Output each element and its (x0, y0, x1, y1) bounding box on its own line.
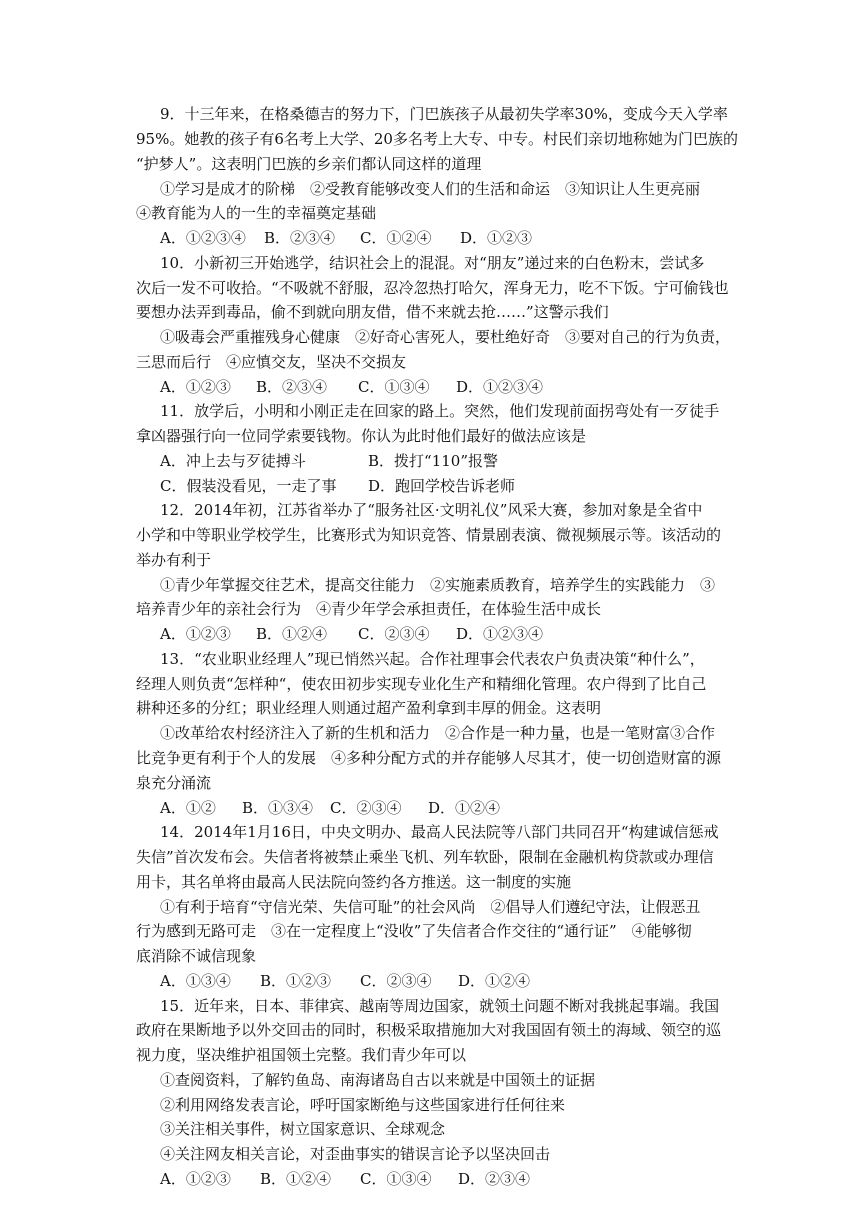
q9-option-a: A．①②③④ (160, 229, 246, 247)
q15-stem-line-1: 15．近年来，日本、菲律宾、越南等周边国家，就领土问题不断对我挑起事端。我国 (160, 997, 720, 1015)
q11-options-row-1 (160, 450, 498, 472)
q15-item-1: ①查阅资料，了解钓鱼岛、南海诸岛自古以来就是中国领土的证据 (160, 1071, 596, 1089)
q12-stem-line-2: 小学和中等职业学校学生，比赛形式为知识竞答、情景剧表演、微视频展示等。该活动的 (136, 526, 722, 544)
q11-options-row-2 (160, 475, 515, 497)
q14-item-line-1: ①有利于培育“守信光荣、失信可耻”的社会风尚 ②倡导人们遵纪守法，让假恶丑 (160, 898, 701, 916)
q12-option-c: C．②③④ (358, 625, 430, 643)
q13-stem-line-2: 经理人则负责“怎样种“，使农田初步实现专业化生产和精细化管理。农户得到了比自己 (136, 675, 707, 693)
q10-item-line-2: 三思而后行 ④应慎交友，坚决不交损友 (136, 353, 407, 371)
q9-options (160, 227, 532, 249)
q13-item-line-1: ①改革给农村经济注入了新的生机和活力 ②合作是一种力量，也是一笔财富③合作 (160, 724, 716, 742)
q12-option-a: A．①②③ (160, 625, 231, 643)
q11-option-a: A．冲上去与歹徒搏斗 (160, 452, 306, 470)
q13-option-b: B．①③④ (242, 799, 314, 817)
q15-option-a: A．①②③ (160, 1170, 231, 1188)
q14-option-b: B．①②③ (260, 972, 332, 990)
q11-stem-line-2: 拿凶器强行向一位同学索要钱物。你认为此时他们最好的做法应该是 (136, 427, 587, 445)
q14-item-line-2: 行为感到无路可走 ③在一定程度上“没收”了失信者合作交往的“通行证” ④能够彻 (136, 922, 692, 940)
q15-stem-line-2: 政府在果断地予以外交回击的同时，积极采取措施加大对我国固有领土的海域、领空的巡 (136, 1021, 722, 1039)
q9-stem-line-2: 95%。她教的孩子有6名考上大学、20多名考上大专、中专。村民们亲切地称她为门巴族的 (136, 130, 738, 148)
q11-option-b: B．拨打“110”报警 (368, 452, 498, 470)
q14-options (160, 970, 530, 992)
q12-stem-line-3: 举办有利于 (136, 551, 212, 569)
q12-stem-line-1: 12．2014年初，江苏省举办了“服务社区·文明礼仪”风采大赛，参加对象是全省中 (160, 501, 703, 519)
q14-option-d: D．①②④ (458, 972, 531, 990)
q13-stem-line-1: 13．“农业职业经理人”现已悄然兴起。合作社理事会代表农户负责决策“种什么”， (160, 650, 705, 668)
q10-option-b: B．②③④ (256, 378, 328, 396)
q15-option-d: D．②③④ (458, 1170, 531, 1188)
q10-stem-line-2: 次后一发不可收拾。“不吸就不舒服，忍冷忽热打哈欠，浑身无力，吃不下饭。宁可偷钱也 (136, 279, 729, 297)
q15-item-2: ②利用网络发表言论，呼吁国家断绝与这些国家进行任何往来 (160, 1096, 566, 1114)
q13-option-d: D．①②④ (428, 799, 501, 817)
q11-option-c: C．假装没看见，一走了事 (160, 477, 337, 495)
q9-item-line-2: ④教育能为人的一生的幸福奠定基础 (136, 204, 377, 222)
q9-item-line-1: ①学习是成才的阶梯 ②受教育能够改变人们的生活和命运 ③知识让人生更亮丽 (160, 180, 701, 198)
q9-stem-line-1: 9．十三年来，在格桑德吉的努力下，门巴族孩子从最初失学率30%，变成今天入学率 (160, 105, 728, 123)
q15-item-4: ④关注网友相关言论，对歪曲事实的错误言论予以坚决回击 (160, 1145, 551, 1163)
q10-option-a: A．①②③ (160, 378, 231, 396)
q13-option-c: C．②③④ (330, 799, 402, 817)
q13-item-line-2: 比竞争更有利于个人的发展 ④多种分配方式的并存能够人尽其才，使一切创造财富的源 (136, 749, 722, 767)
q9-option-c: C．①②④ (360, 229, 432, 247)
q12-item-line-1: ①青少年掌握交往艺术，提高交往能力 ②实施素质教育，培养学生的实践能力 ③ (160, 576, 716, 594)
q10-stem-line-3: 要想办法弄到毒品，偷不到就向朋友借，借不来就去抢……”这警示我们 (136, 303, 609, 321)
q9-option-b: B．②③④ (264, 229, 336, 247)
q15-options (160, 1168, 530, 1190)
q10-option-d: D．①②③④ (456, 378, 544, 396)
q12-option-b: B．①②④ (256, 625, 328, 643)
q13-stem-line-3: 耕种还多的分红；职业经理人则通过超产盈利拿到丰厚的佣金。这表明 (136, 699, 602, 717)
q14-option-a: A．①③④ (160, 972, 231, 990)
q13-options (160, 797, 500, 819)
q15-option-c: C．①③④ (360, 1170, 432, 1188)
q14-stem-line-2: 失信”首次发布会。失信者将被禁止乘坐飞机、列车软卧，限制在金融机构贷款或办理信 (136, 848, 714, 866)
q10-stem-line-1: 10．小新初三开始逃学，结识社会上的混混。对“朋友”递过来的白色粉末，尝试多 (160, 254, 705, 272)
q13-option-a: A．①② (160, 799, 216, 817)
q15-stem-line-3: 视力度，坚决维护祖国领土完整。我们青少年可以 (136, 1046, 467, 1064)
q14-item-line-3: 底消除不诚信现象 (136, 947, 257, 965)
q12-option-d: D．①②③④ (456, 625, 544, 643)
q9-option-d: D．①②③ (460, 229, 533, 247)
q12-item-line-2: 培养青少年的亲社会行为 ④青少年学会承担责任，在体验生活中成长 (136, 600, 602, 618)
q10-options (160, 376, 543, 398)
q12-options (160, 623, 543, 645)
q14-stem-line-1: 14．2014年1月16日，中央文明办、最高人民法院等八部门共同召开“构建诚信惩戒 (160, 823, 719, 841)
q9-stem-line-3: “护梦人”。这表明门巴族的乡亲们都认同这样的道理 (136, 155, 482, 173)
q14-option-c: C．②③④ (360, 972, 432, 990)
q10-item-line-1: ①吸毒会严重摧残身心健康 ②好奇心害死人，要杜绝好奇 ③要对自己的行为负责， (160, 328, 731, 346)
q11-option-d: D．跑回学校告诉老师 (368, 477, 516, 495)
q14-stem-line-3: 用卡，其名单将由最高人民法院向签约各方推送。这一制度的实施 (136, 873, 572, 891)
q15-item-3: ③关注相关事件，树立国家意识、全球观念 (160, 1120, 446, 1138)
q13-item-line-3: 泉充分涌流 (136, 774, 212, 792)
q15-option-b: B．①②④ (260, 1170, 332, 1188)
q10-option-c: C．①③④ (358, 378, 430, 396)
q11-stem-line-1: 11．放学后，小明和小刚正走在回家的路上。突然，他们发现前面拐弯处有一歹徒手 (160, 402, 720, 420)
